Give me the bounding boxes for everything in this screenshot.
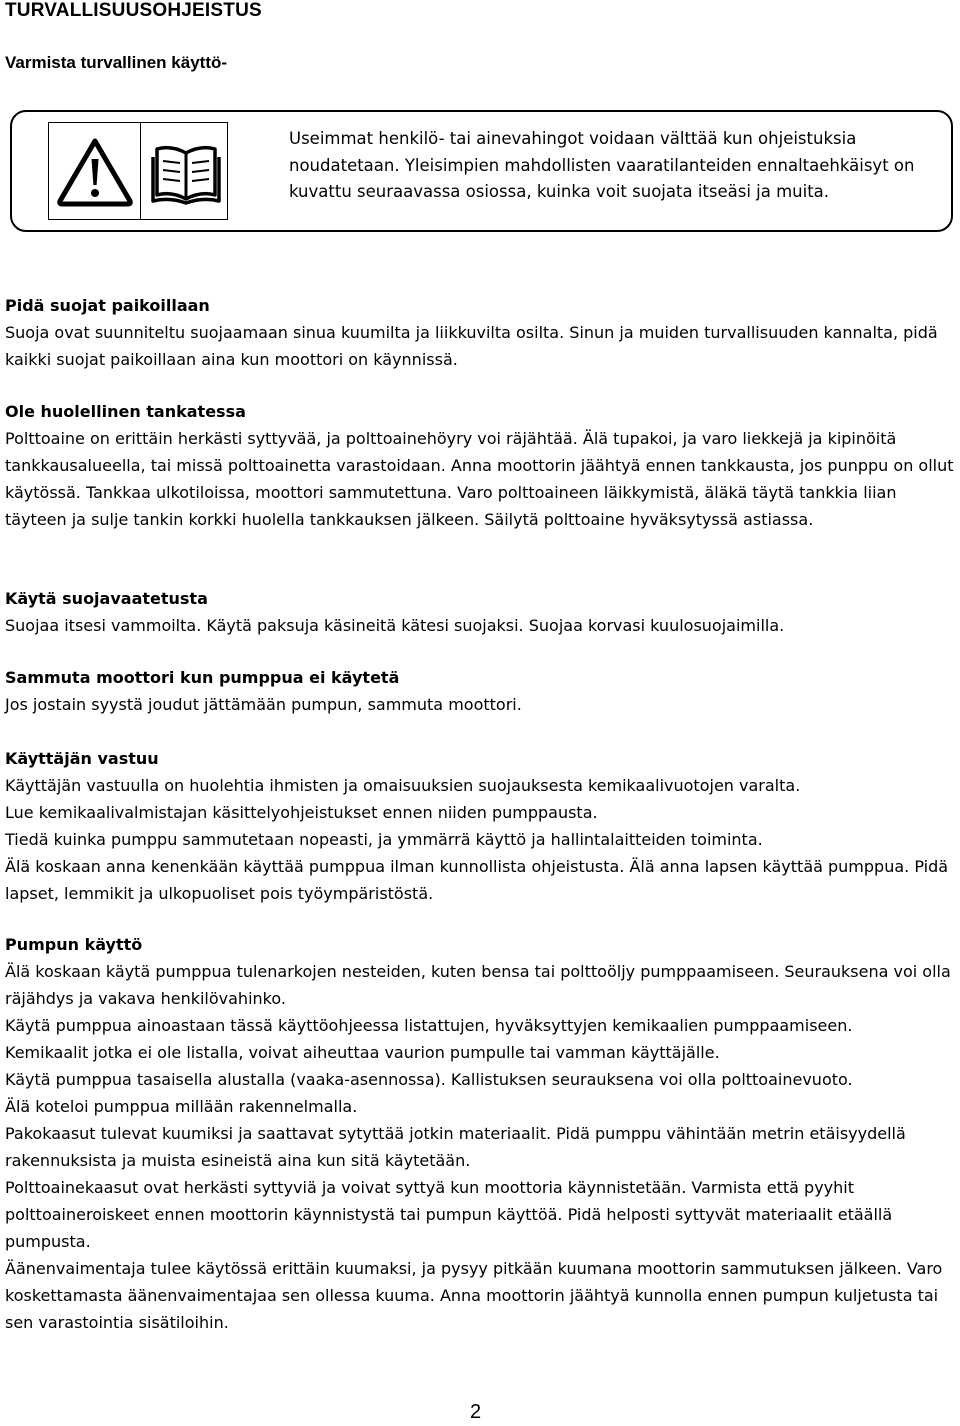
section-paragraph: Suojaa itsesi vammoilta. Käytä paksuja käsineitä kätesi suojaksi. Suojaa korvasi kuulosuojaimilla. xyxy=(5,616,785,635)
section-heading: Pumpun käyttö xyxy=(5,935,143,954)
section-user-responsibility xyxy=(5,745,955,907)
section-pump-use xyxy=(5,931,955,1336)
safety-notice-box xyxy=(10,110,953,232)
section-paragraph: Pakokaasut tulevat kuumiksi ja saattavat sytyttää jotkin materiaalit. Pidä pumppu vähintään metrin etäisyydellä rakennuksista ja muista esineistä aina kun sitä käytetään. xyxy=(5,1124,906,1170)
section-heading: Käyttäjän vastuu xyxy=(5,749,159,768)
section-engine-off xyxy=(5,664,955,718)
section-paragraph: Älä koskaan anna kenenkään käyttää pumppua ilman kunnollista ohjeistusta. Älä anna lapsen käyttää pumppua. Pidä lapset, lemmikit ja ulkopuoliset pois työympäristöstä. xyxy=(5,857,949,903)
page-subtitle: Varmista turvallinen käyttö- xyxy=(5,53,228,72)
section-paragraph: Käytä pumppua ainoastaan tässä käyttöohjeessa listattujen, hyväksyttyjen kemikaalien pumppaamiseen. xyxy=(5,1016,853,1035)
icon-divider xyxy=(140,123,141,219)
section-paragraph: Suoja ovat suunniteltu suojaamaan sinua kuumilta ja liikkuvilta osilta. Sinun ja muiden turvallisuuden kannalta, pidä kaikki suojat paikoillaan aina kun moottori on käynnissä. xyxy=(5,323,938,369)
section-paragraph: Tiedä kuinka pumppu sammutetaan nopeasti, ja ymmärrä käyttö ja hallintalaitteiden toiminta. xyxy=(5,830,763,849)
section-paragraph: Älä koskaan käytä pumppua tulenarkojen nesteiden, kuten bensa tai polttoöljy pumppaamiseen. Seurauksena voi olla räjähdys ja vakava henkilövahinko. xyxy=(5,962,951,1008)
section-paragraph: Kemikaalit jotka ei ole listalla, voivat aiheuttaa vaurion pumpulle tai vamman käyttäjälle. xyxy=(5,1043,720,1062)
section-paragraph: Älä koteloi pumppua millään rakennelmalla. xyxy=(5,1097,358,1116)
page-number: 2 xyxy=(470,1401,482,1423)
section-paragraph: Käytä pumppua tasaisella alustalla (vaaka-asennossa). Kallistuksen seurauksena voi olla polttoainevuoto. xyxy=(5,1070,853,1089)
section-paragraph: Jos jostain syystä joudut jättämään pumpun, sammuta moottori. xyxy=(5,695,522,714)
section-paragraph: Äänenvaimentaja tulee käytössä erittäin kuumaksi, ja pysyy pitkään kuumana moottorin sammutuksen jälkeen. Varo koskettamasta äänenvaimentajaa sen ollessa kuuma. Anna moottorin jäähtyä kunnolla ennen pumpun kuljetusta tai sen varastointia sisätiloihin. xyxy=(5,1259,943,1332)
safety-icons-frame xyxy=(48,122,228,220)
section-refueling xyxy=(5,398,955,533)
section-paragraph: Polttoaine on erittäin herkästi syttyvää, ja polttoainehöyry voi räjähtää. Älä tupakoi, ja varo liekkejä ja kipinöitä tankkausalueella, tai missä polttoainetta varastoidaan. Anna moottorin jäähtyä ennen tankkausta, jos punppu on ollut käytössä. Tankkaa ulkotiloissa, moottori sammutettuna. Varo polttoaineen läikkymistä, äläkä täytä tankkia liian täyteen ja sulje tankin korkki huolella tankkauksen jälkeen. Säilytä polttoaine hyväksytyssä astiassa. xyxy=(5,429,954,529)
section-guards xyxy=(5,292,955,373)
section-heading: Sammuta moottori kun pumppua ei käytetä xyxy=(5,668,400,687)
open-book-icon xyxy=(151,143,221,205)
section-paragraph: Käyttäjän vastuulla on huolehtia ihmisten ja omaisuuksien suojauksesta kemikaalivuotojen varalta. xyxy=(5,776,801,795)
section-paragraph: Polttoainekaasut ovat herkästi syttyviä ja voivat syttyä kun moottoria käynnistetään. Varmista että pyyhit polttoaineroiskeet ennen moottorin käynnistystä tai pumpun käyttöä. Pidä helposti syttyvät materiaalit etäällä pumpusta. xyxy=(5,1178,893,1251)
section-paragraph: Lue kemikaalivalmistajan käsittelyohjeistukset ennen niiden pumppausta. xyxy=(5,803,598,822)
section-heading: Ole huolellinen tankatessa xyxy=(5,402,246,421)
warning-triangle-icon xyxy=(56,137,134,207)
section-heading: Pidä suojat paikoillaan xyxy=(5,296,210,315)
page-title: TURVALLISUUSOHJEISTUS xyxy=(5,0,262,21)
section-heading: Käytä suojavaatetusta xyxy=(5,589,208,608)
safety-notice-text: Useimmat henkilö- tai ainevahingot voidaan välttää kun ohjeistuksia noudatetaan. Yleisimpien mahdollisten vaaratilanteiden ennaltaehkäisyt on kuvattu seuraavassa osiossa, kuinka voit suojata itseäsi ja muita. xyxy=(289,129,915,201)
section-protective-clothing xyxy=(5,585,955,639)
